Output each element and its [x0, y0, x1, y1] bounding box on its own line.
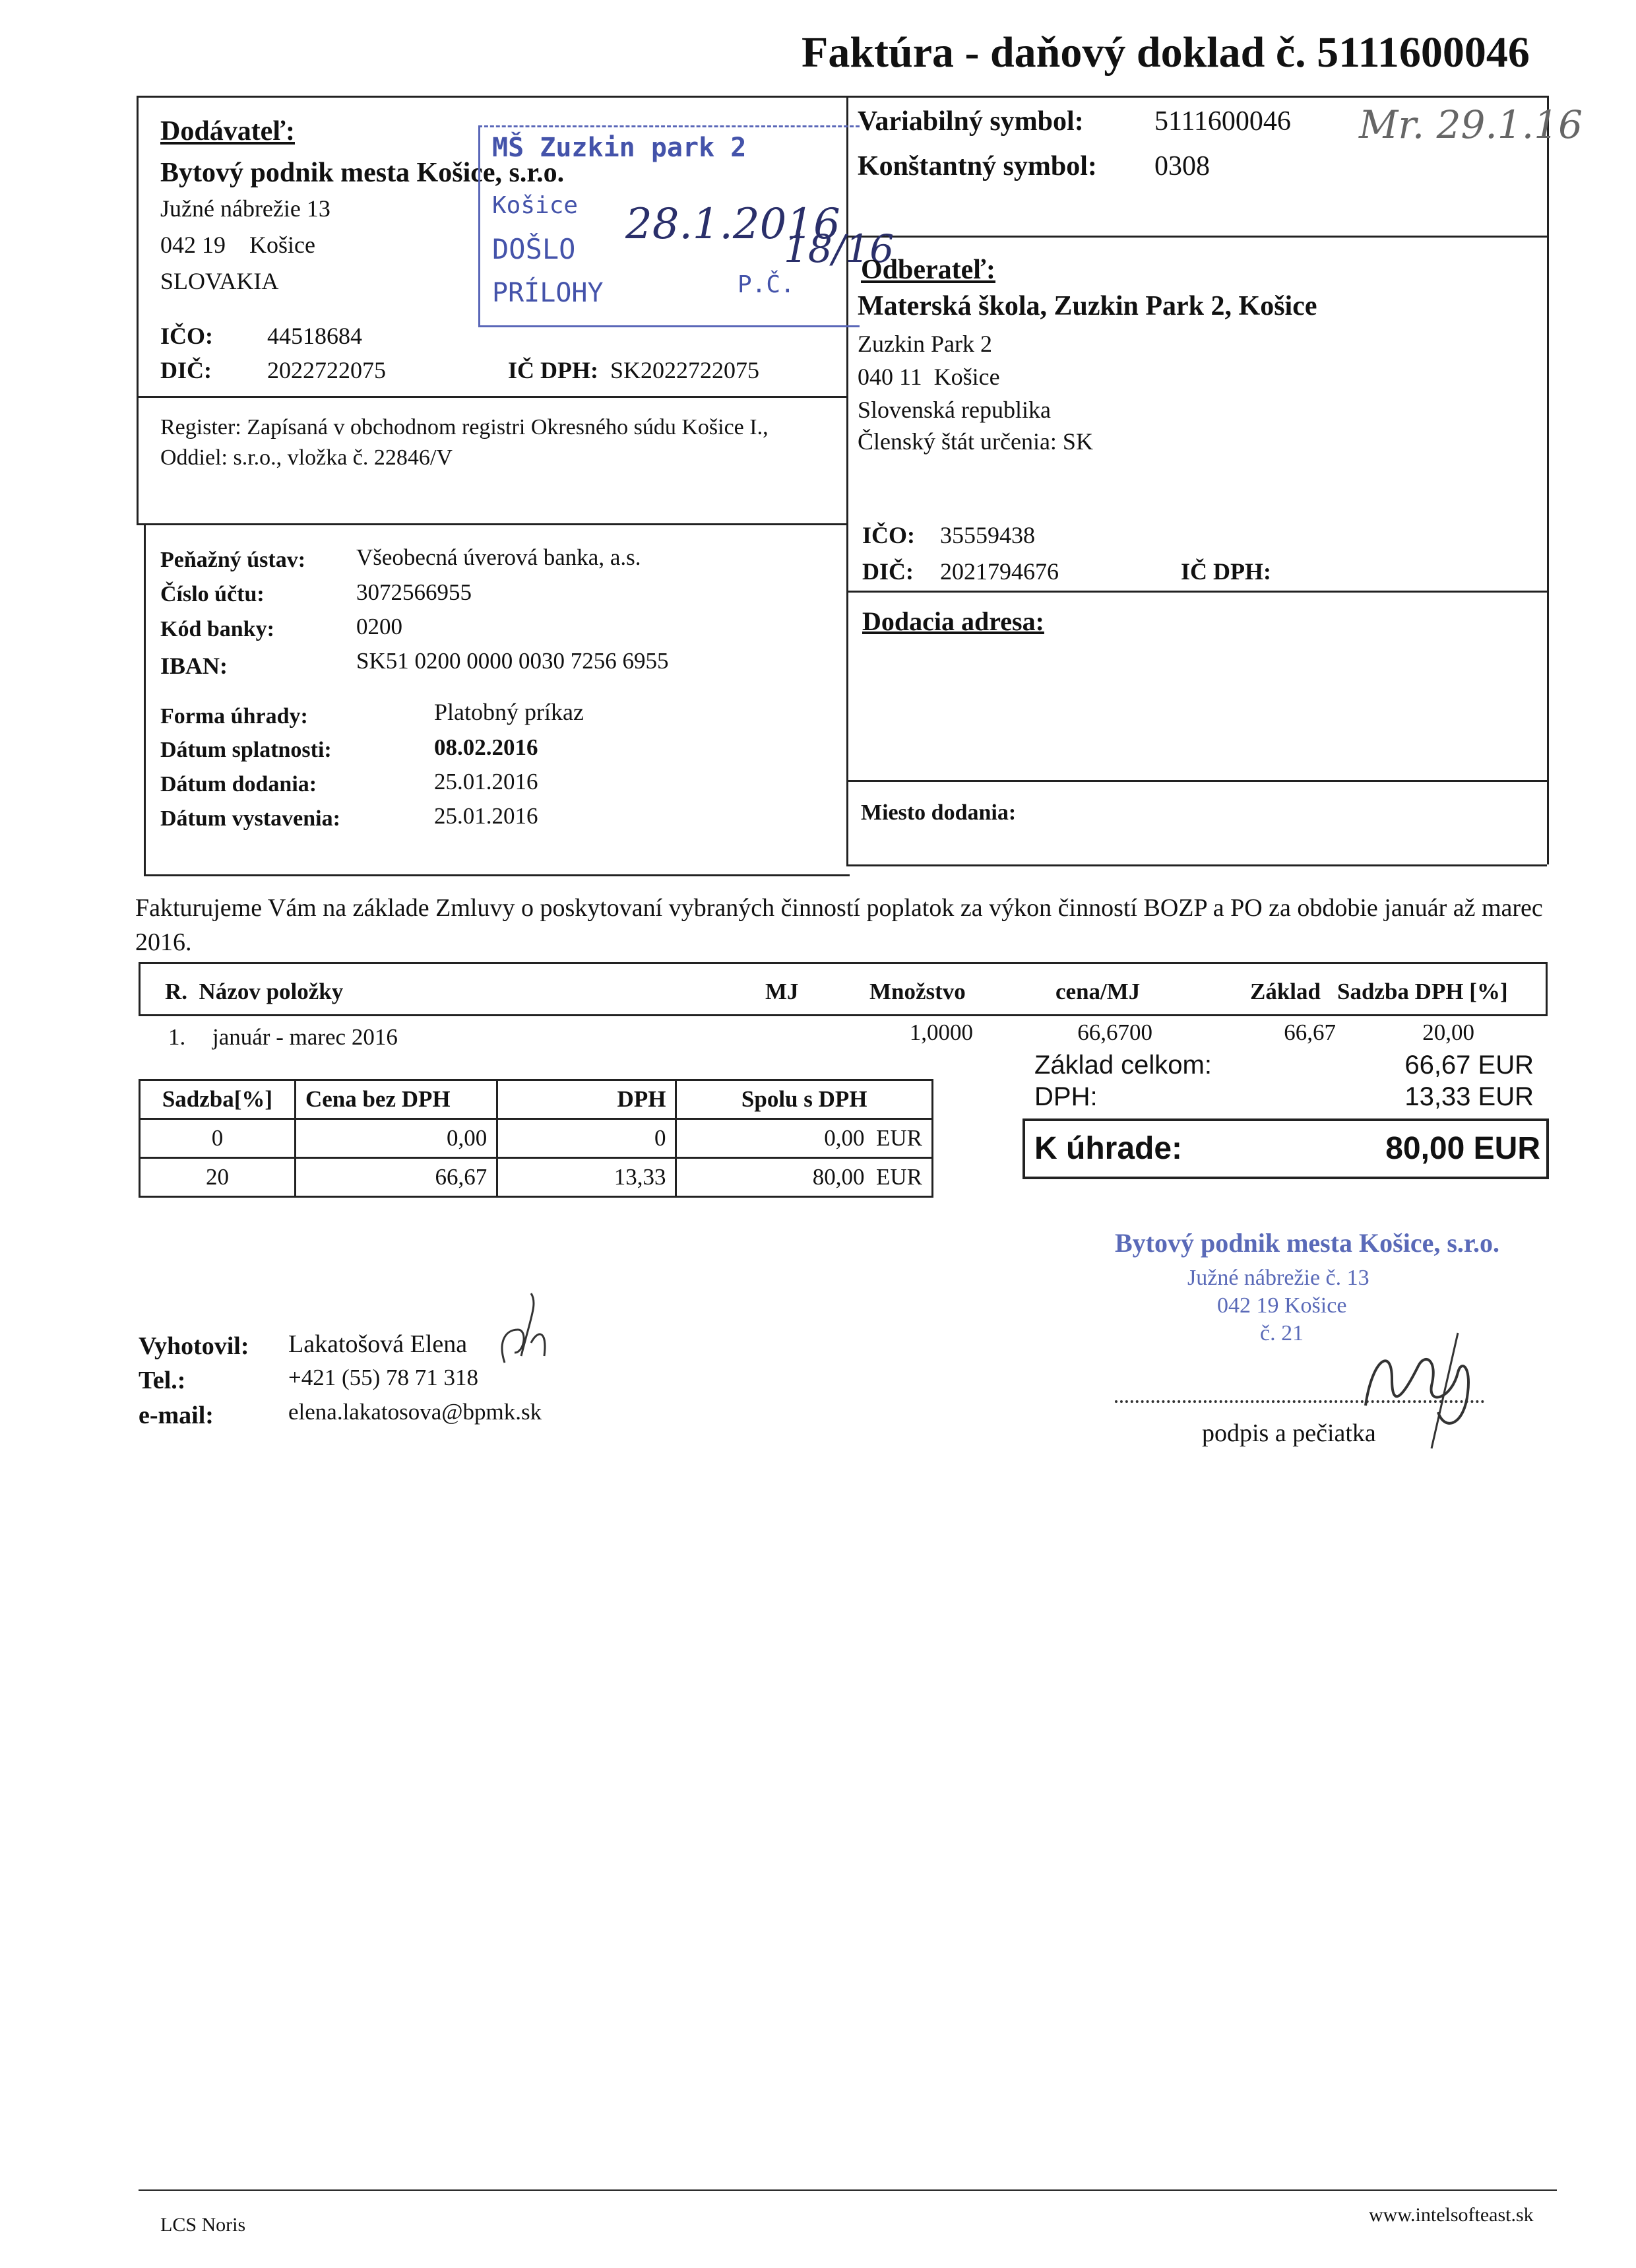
supplier-register: Register: Zapísaná v obchodnom registri Okresného súdu Košice I., Oddiel: s.r.o., vložka č. 22846/V: [160, 415, 769, 470]
bank-left-border: [144, 525, 146, 874]
bank-name: Všeobecná úverová banka, a.s.: [356, 544, 641, 570]
customer-dic-label: DIČ:: [862, 558, 914, 585]
customer-member-state: Členský štát určenia: SK: [858, 428, 1093, 455]
customer-ico: 35559438: [940, 522, 1035, 548]
constant-symbol: 0308: [1154, 151, 1210, 181]
customer-icdph-label: IČ DPH:: [1181, 558, 1271, 585]
vat-row-total-value: 0,00: [824, 1125, 865, 1151]
supplier-country: SLOVAKIA: [160, 268, 279, 294]
item-row-qty: 1,0000: [909, 1020, 973, 1045]
constant-symbol-label: Konštantný symbol:: [858, 151, 1097, 181]
issuer-initials: [491, 1290, 557, 1369]
customer-dic: 2021794676: [940, 558, 1059, 585]
header-top-border: [137, 96, 1547, 98]
bank-code-label: Kód banky:: [160, 617, 274, 641]
vat-row-vat: 0: [497, 1119, 676, 1158]
vat-row-currency: EUR: [876, 1164, 922, 1190]
tel-label: Tel.:: [139, 1367, 186, 1394]
supplier-name: Bytový podnik mesta Košice, s.r.o.: [160, 158, 565, 188]
item-row-name: január - marec 2016: [212, 1024, 398, 1050]
variable-symbol: 5111600046: [1154, 106, 1291, 137]
delivery-address-heading: Dodacia adresa:: [862, 606, 1044, 636]
vat-row-vat: 13,33: [497, 1158, 676, 1197]
vat-summary-table: [139, 1079, 933, 1198]
total-vat-label: DPH:: [1034, 1082, 1098, 1111]
issue-date-label: Dátum vystavenia:: [160, 806, 340, 831]
customer-city: 040 11 Košice: [858, 364, 1000, 390]
total-base-label: Základ celkom:: [1034, 1051, 1212, 1080]
supplier-icdph-label: IČ DPH:: [508, 357, 598, 383]
customer-country: Slovenská republika: [858, 397, 1051, 423]
item-row-rate: 20,00: [1422, 1020, 1474, 1045]
items-header-box: [139, 962, 1548, 1016]
company-stamp-city: 042 19 Košice: [1217, 1293, 1347, 1318]
item-row-base: 66,67: [1284, 1020, 1336, 1045]
payment-form: Platobný príkaz: [434, 699, 584, 725]
header-left-border: [137, 96, 139, 525]
items-col-base: Základ: [1250, 979, 1321, 1004]
invoice-intro: Fakturujeme Vám na základe Zmluvy o poskytovaní vybraných činností poplatok za výkon činností BOZP a PO za obdobie január až marec 2016.: [135, 894, 1543, 956]
total-base: 66,67 EUR: [1404, 1051, 1534, 1080]
due-date-label: Dátum splatnosti:: [160, 738, 332, 762]
email-label: e-mail:: [139, 1402, 214, 1429]
stamp-attachments-label: PRÍLOHY: [492, 278, 604, 308]
signature-label: podpis a pečiatka: [1202, 1419, 1376, 1447]
items-col-qty: Množstvo: [869, 979, 966, 1004]
vat-row-net: 0,00: [295, 1119, 497, 1158]
vat-row-currency: EUR: [876, 1125, 922, 1151]
stamp-city: Košice: [492, 192, 579, 219]
supplier-ico: 44518684: [267, 323, 362, 349]
tel: +421 (55) 78 71 318: [288, 1365, 479, 1390]
items-col-name: R. Názov položky: [165, 979, 344, 1004]
customer-ico-label: IČO:: [862, 522, 915, 548]
item-row-number: 1.: [168, 1024, 186, 1050]
header-right-border: [1547, 96, 1549, 864]
supplier-divider: [137, 396, 846, 398]
vat-row: [140, 1119, 933, 1158]
register-bottom-border: [137, 523, 846, 525]
iban-label: IBAN:: [160, 653, 228, 679]
issuer-name: Lakatošová Elena: [288, 1330, 468, 1358]
item-row-price: 66,6700: [1077, 1020, 1152, 1045]
account-number: 3072566955: [356, 579, 472, 605]
amount-due-label: K úhrade:: [1034, 1131, 1183, 1166]
supplier-ico-label: IČO:: [160, 323, 213, 349]
supplier-dic: 2022722075: [267, 357, 386, 383]
vat-row-rate: 0: [140, 1119, 296, 1158]
document-title: Faktúra - daňový doklad č. 5111600046: [802, 28, 1530, 77]
company-stamp-street: Južné nábrežie č. 13: [1187, 1266, 1369, 1290]
variable-symbol-label: Variabilný symbol:: [858, 106, 1084, 137]
footer-left: LCS Noris: [160, 2214, 246, 2236]
delivery-date: 25.01.2016: [434, 769, 538, 794]
received-stamp: [478, 125, 895, 327]
vat-row-rate: 20: [140, 1158, 296, 1197]
amount-due: 80,00 EUR: [1385, 1131, 1540, 1166]
delivery-bottom-border: [846, 864, 1547, 866]
bank-label: Peňažný ústav:: [160, 548, 306, 572]
payment-form-label: Forma úhrady:: [160, 704, 308, 729]
signature-line: [1115, 1400, 1484, 1403]
customer-heading: Odberateľ:: [861, 255, 995, 285]
bank-bottom-border: [144, 874, 850, 876]
vat-table-header: [140, 1080, 933, 1119]
handwritten-note: Mr. 29.1.16: [1359, 102, 1583, 147]
customer-id-divider: [846, 591, 1547, 593]
stamp-pc-label: P.Č.: [738, 271, 795, 298]
supplier-city: 042 19 Košice: [160, 232, 315, 258]
issuer-label: Vyhotovil:: [139, 1332, 249, 1360]
supplier-icdph: SK2022722075: [610, 357, 760, 383]
delivery-place-label: Miesto dodania:: [861, 800, 1017, 825]
vat-row-total: [676, 1158, 933, 1197]
vat-col-total: Spolu s DPH: [676, 1080, 933, 1119]
stamp-date: 28.1.2016: [625, 200, 840, 249]
total-vat: 13,33 EUR: [1404, 1082, 1534, 1111]
vat-row-net: 66,67: [295, 1158, 497, 1197]
vat-col-net: Cena bez DPH: [295, 1080, 497, 1119]
vat-col-vat: DPH: [497, 1080, 676, 1119]
footer-rule: [139, 2189, 1557, 2191]
footer-right: www.intelsofteast.sk: [1369, 2204, 1534, 2226]
customer-name: Materská škola, Zuzkin Park 2, Košice: [858, 291, 1317, 321]
supplier-street: Južné nábrežie 13: [160, 195, 330, 222]
vat-col-rate: Sadzba[%]: [140, 1080, 296, 1119]
company-stamp-name: Bytový podnik mesta Košice, s.r.o.: [1115, 1228, 1500, 1258]
items-col-unit: MJ: [765, 979, 799, 1004]
stamp-number: 18/16: [784, 226, 895, 271]
vat-row-total: [676, 1119, 933, 1158]
delivery-divider: [846, 780, 1547, 782]
vat-row: [140, 1158, 933, 1197]
supplier-heading: Dodávateľ:: [160, 116, 295, 146]
issue-date: 25.01.2016: [434, 803, 538, 829]
delivery-date-label: Dátum dodania:: [160, 772, 317, 796]
supplier-dic-label: DIČ:: [160, 357, 212, 383]
vat-row-total-value: 80,00: [812, 1164, 865, 1190]
symbols-bottom-border: [846, 236, 1547, 238]
email: elena.lakatosova@bpmk.sk: [288, 1399, 542, 1425]
customer-street: Zuzkin Park 2: [858, 331, 992, 357]
bank-code: 0200: [356, 614, 402, 639]
stamp-received-label: DOŠLO: [492, 233, 576, 265]
due-date: 08.02.2016: [434, 734, 538, 760]
account-label: Číslo účtu:: [160, 582, 265, 606]
items-col-price: cena/MJ: [1055, 979, 1141, 1004]
iban: SK51 0200 0000 0030 7256 6955: [356, 648, 669, 674]
items-col-rate: Sadzba DPH [%]: [1337, 979, 1508, 1004]
stamp-school: MŠ Zuzkin park 2: [492, 133, 747, 163]
company-stamp-number: č. 21: [1260, 1321, 1304, 1345]
